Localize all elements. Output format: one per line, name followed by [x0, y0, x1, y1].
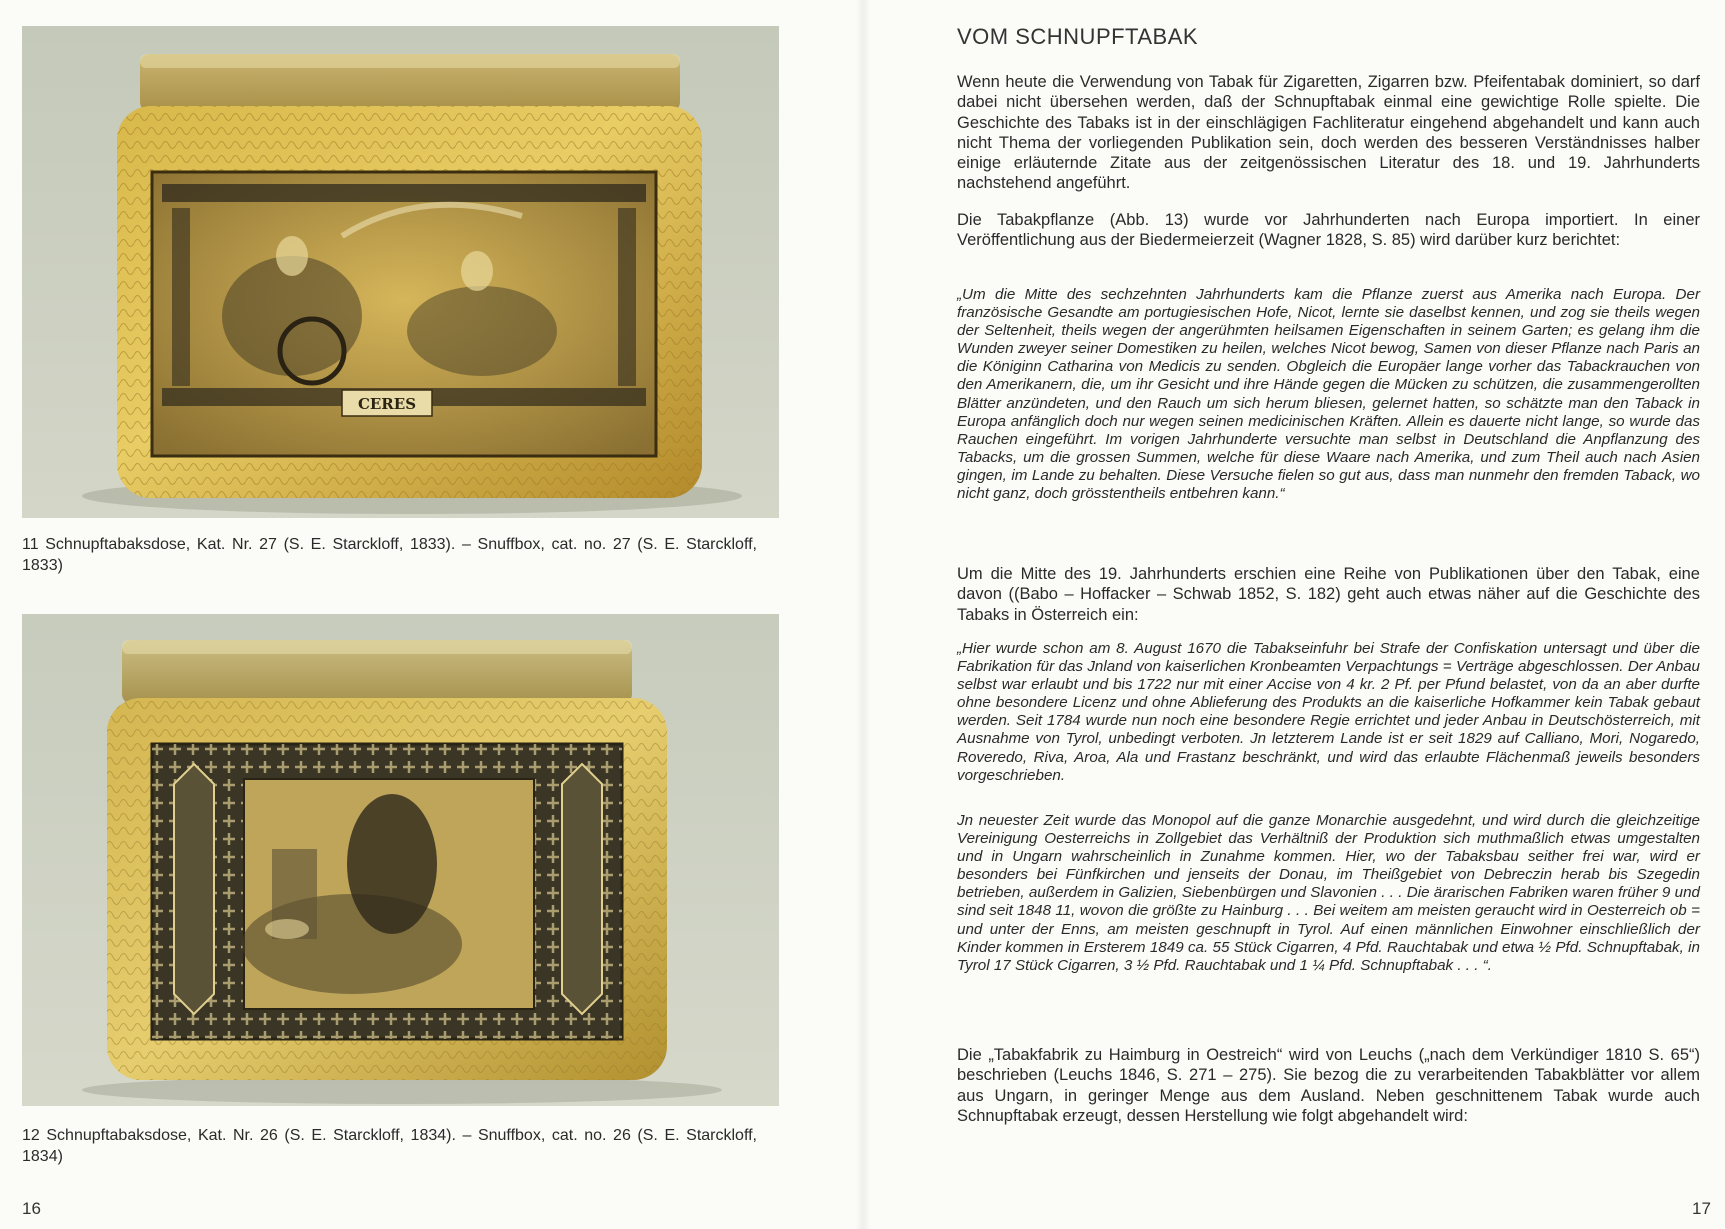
page-number-left: 16 [22, 1199, 41, 1218]
page-number-right: 17 [1692, 1199, 1711, 1218]
quote-block-1: „Um die Mitte des sechzehnten Jahrhunderts kam die Pflanze zuerst aus Amerika nach Europa. Der französische Gesandte am portugiesischen Hofe, Nicot, lernte sie daselbst kennen, und zog sie theils wegen der Seltenheit, theils wegen der angerühmten heilsamen Eigenschaften in seinem Garten; es gelang ihm die Wunden zweyer seiner Domestiken zu heilen, welches Nicot bewog, Samen von dieser Pflanze nach Paris an die Königinn Catharina von Medicis zu senden. Obgleich die Europäer lange vorher das Tabackrauchen von den Amerikanern, die, um ihr Gesicht und ihre Hände gegen die Mücken zu schützen, die zusammengerollten Blätter anzündeten, und den Rauch um sich herum bliesen, gelernet hatten, so schätzte man den Taback in Europa anfänglich doch nur wegen seinen medicinischen Kräften. Allein es dauerte nicht lange, so wurde das Rauchen eingeführt. Im vorigen Jahrhunderte versuchte man selbst in Deutschland die Anpflanzung des Tabacks, um die grossen Summen, welche für diese Waare nach Amerika, und zum Theil auch nach Asien gingen, im Lande zu behalten. Diese Versuche fielen so gut aus, dass man nunmehr den fremden Taback, wo nicht ganz, doch grösstentheils entbehren kann.“ [957, 286, 1700, 503]
body-paragraph-3: Um die Mitte des 19. Jahrhunderts erschien eine Reihe von Publikationen über den Tabak, eine davon ((Babo – Hoffacker – Schwab 1852, S. 182) geht auch etwas näher auf die Geschichte des Tabaks in Österreich ein: [957, 565, 1700, 624]
snuffbox-photo-1 [22, 26, 779, 518]
snuffbox-illustration-1 [22, 26, 779, 518]
figure-caption-11: 11 Schnupftabaksdose, Kat. Nr. 27 (S. E. Starckloff, 1833). – Snuffbox, cat. no. 27 (S. E. Starckloff, 1833) [22, 536, 757, 574]
quote-block-2: „Hier wurde schon am 8. August 1670 die Tabakseinfuhr bei Strafe der Confiskation untersagt und über die Fabrikation für das Jnland von kaiserlichen Kronbeamten Verpachtungs = Verträge abgeschlossen. Der Anbau selbst war erlaubt und bis 1722 nur mit einer Accise von 4 kr. 2 Pf. per Pfund belastet, von da an aber durfte ohne besondere Licenz und ohne Ablieferung des Produkts an die kaiserliche Hofkammer kein Tabak gebaut werden. Seit 1784 wurde nun noch eine besondere Regie errichtet und jeder Anbau in Deutschösterreich, mit Ausnahme von Tyrol, unbedingt verboten. Jn letzterem Lande ist er seit 1829 auf Calliano, Mori, Nogaredo, Roveredo, Riva, Aroa, Ala und Frastanz beschränkt, und wird das erlaubte Flächenmaß jeweils besonders vorgeschrieben. [957, 640, 1700, 784]
left-page [0, 0, 862, 1229]
body-paragraph-4: Die „Tabakfabrik zu Haimburg in Oestreich“ wird von Leuchs („nach dem Verkündiger 1810 S. 65“) beschrieben (Leuchs 1846, S. 271 – 275). Sie bezog die zu verarbeitenden Tabakblätter vor allem aus Ungarn, in geringer Menge aus dem Ausland. Neben geschnittenem Tabak wurde auch Schnupftabak erzeugt, dessen Herstellung wie folgt abgehandelt wird: [957, 1046, 1700, 1125]
section-heading: VOM SCHNUPFTABAK [957, 24, 1199, 49]
body-paragraph-1: Wenn heute die Verwendung von Tabak für Zigaretten, Zigarren bzw. Pfeifentabak dominiert, so darf dabei nicht übersehen werden, daß der Schnupftabak einmal eine gewichtige Rolle spielte. Die Geschichte des Tabaks ist in der einschlägigen Fachliteratur eingehend abgehandelt und kann auch nicht Thema der vorliegenden Publikation sein, doch werden des besseren Verständnisses halber einige erläuternde Zitate aus der zeitgenössischen Literatur des 18. und 19. Jahrhunderts nachstehend angeführt. [957, 73, 1700, 193]
body-paragraph-2: Die Tabakpflanze (Abb. 13) wurde vor Jahrhunderten nach Europa importiert. In einer Veröffentlichung aus der Biedermeierzeit (Wagner 1828, S. 85) wird darüber kurz berichtet: [957, 211, 1700, 250]
figure-caption-12: 12 Schnupftabaksdose, Kat. Nr. 26 (S. E. Starckloff, 1834). – Snuffbox, cat. no. 26 (S. E. Starckloff, 1834) [22, 1127, 757, 1165]
ceres-label: CERES [357, 395, 417, 413]
quote-block-3: Jn neuester Zeit wurde das Monopol auf die ganze Monarchie ausgedehnt, und wird durch die gleichzeitige Vereinigung Oesterreichs in Zollgebiet das Verhältniß der Produktion sich muthmaßlich etwas umgestalten und in Ungarn wahrscheinlich in Zunahme kommen. Hier, wo der Tabaksbau seither frei war, wird er besonders bei Fünfkirchen und jenseits der Donau, im Theißgebiet von Debreczin herab bis Szegedin betrieben, außerdem in Galizien, Siebenbürgen und Slavonien . . . Die ärarischen Fabriken waren früher 9 und sind seit 1848 11, wovon die größte zu Hainburg . . . Bei weitem am meisten geraucht wird in Oesterreich ob = und unter der Enns, am meisten geschnupft in Tyrol. Auf einen männlichen Einwohner einschließlich der Kinder kommen in Ersterem 1849 ca. 55 Stück Cigarren, 4 Pfd. Rauchtabak und etwa ½ Pfd. Schnupftabak, in Tyrol 17 Stück Cigarren, 3 ½ Pfd. Rauchtabak und 1 ¼ Pfd. Schnupftabak . . . “. [957, 812, 1700, 974]
snuffbox-photo-2 [22, 614, 779, 1106]
snuffbox-illustration-2 [22, 614, 779, 1106]
right-page [862, 0, 1725, 1229]
